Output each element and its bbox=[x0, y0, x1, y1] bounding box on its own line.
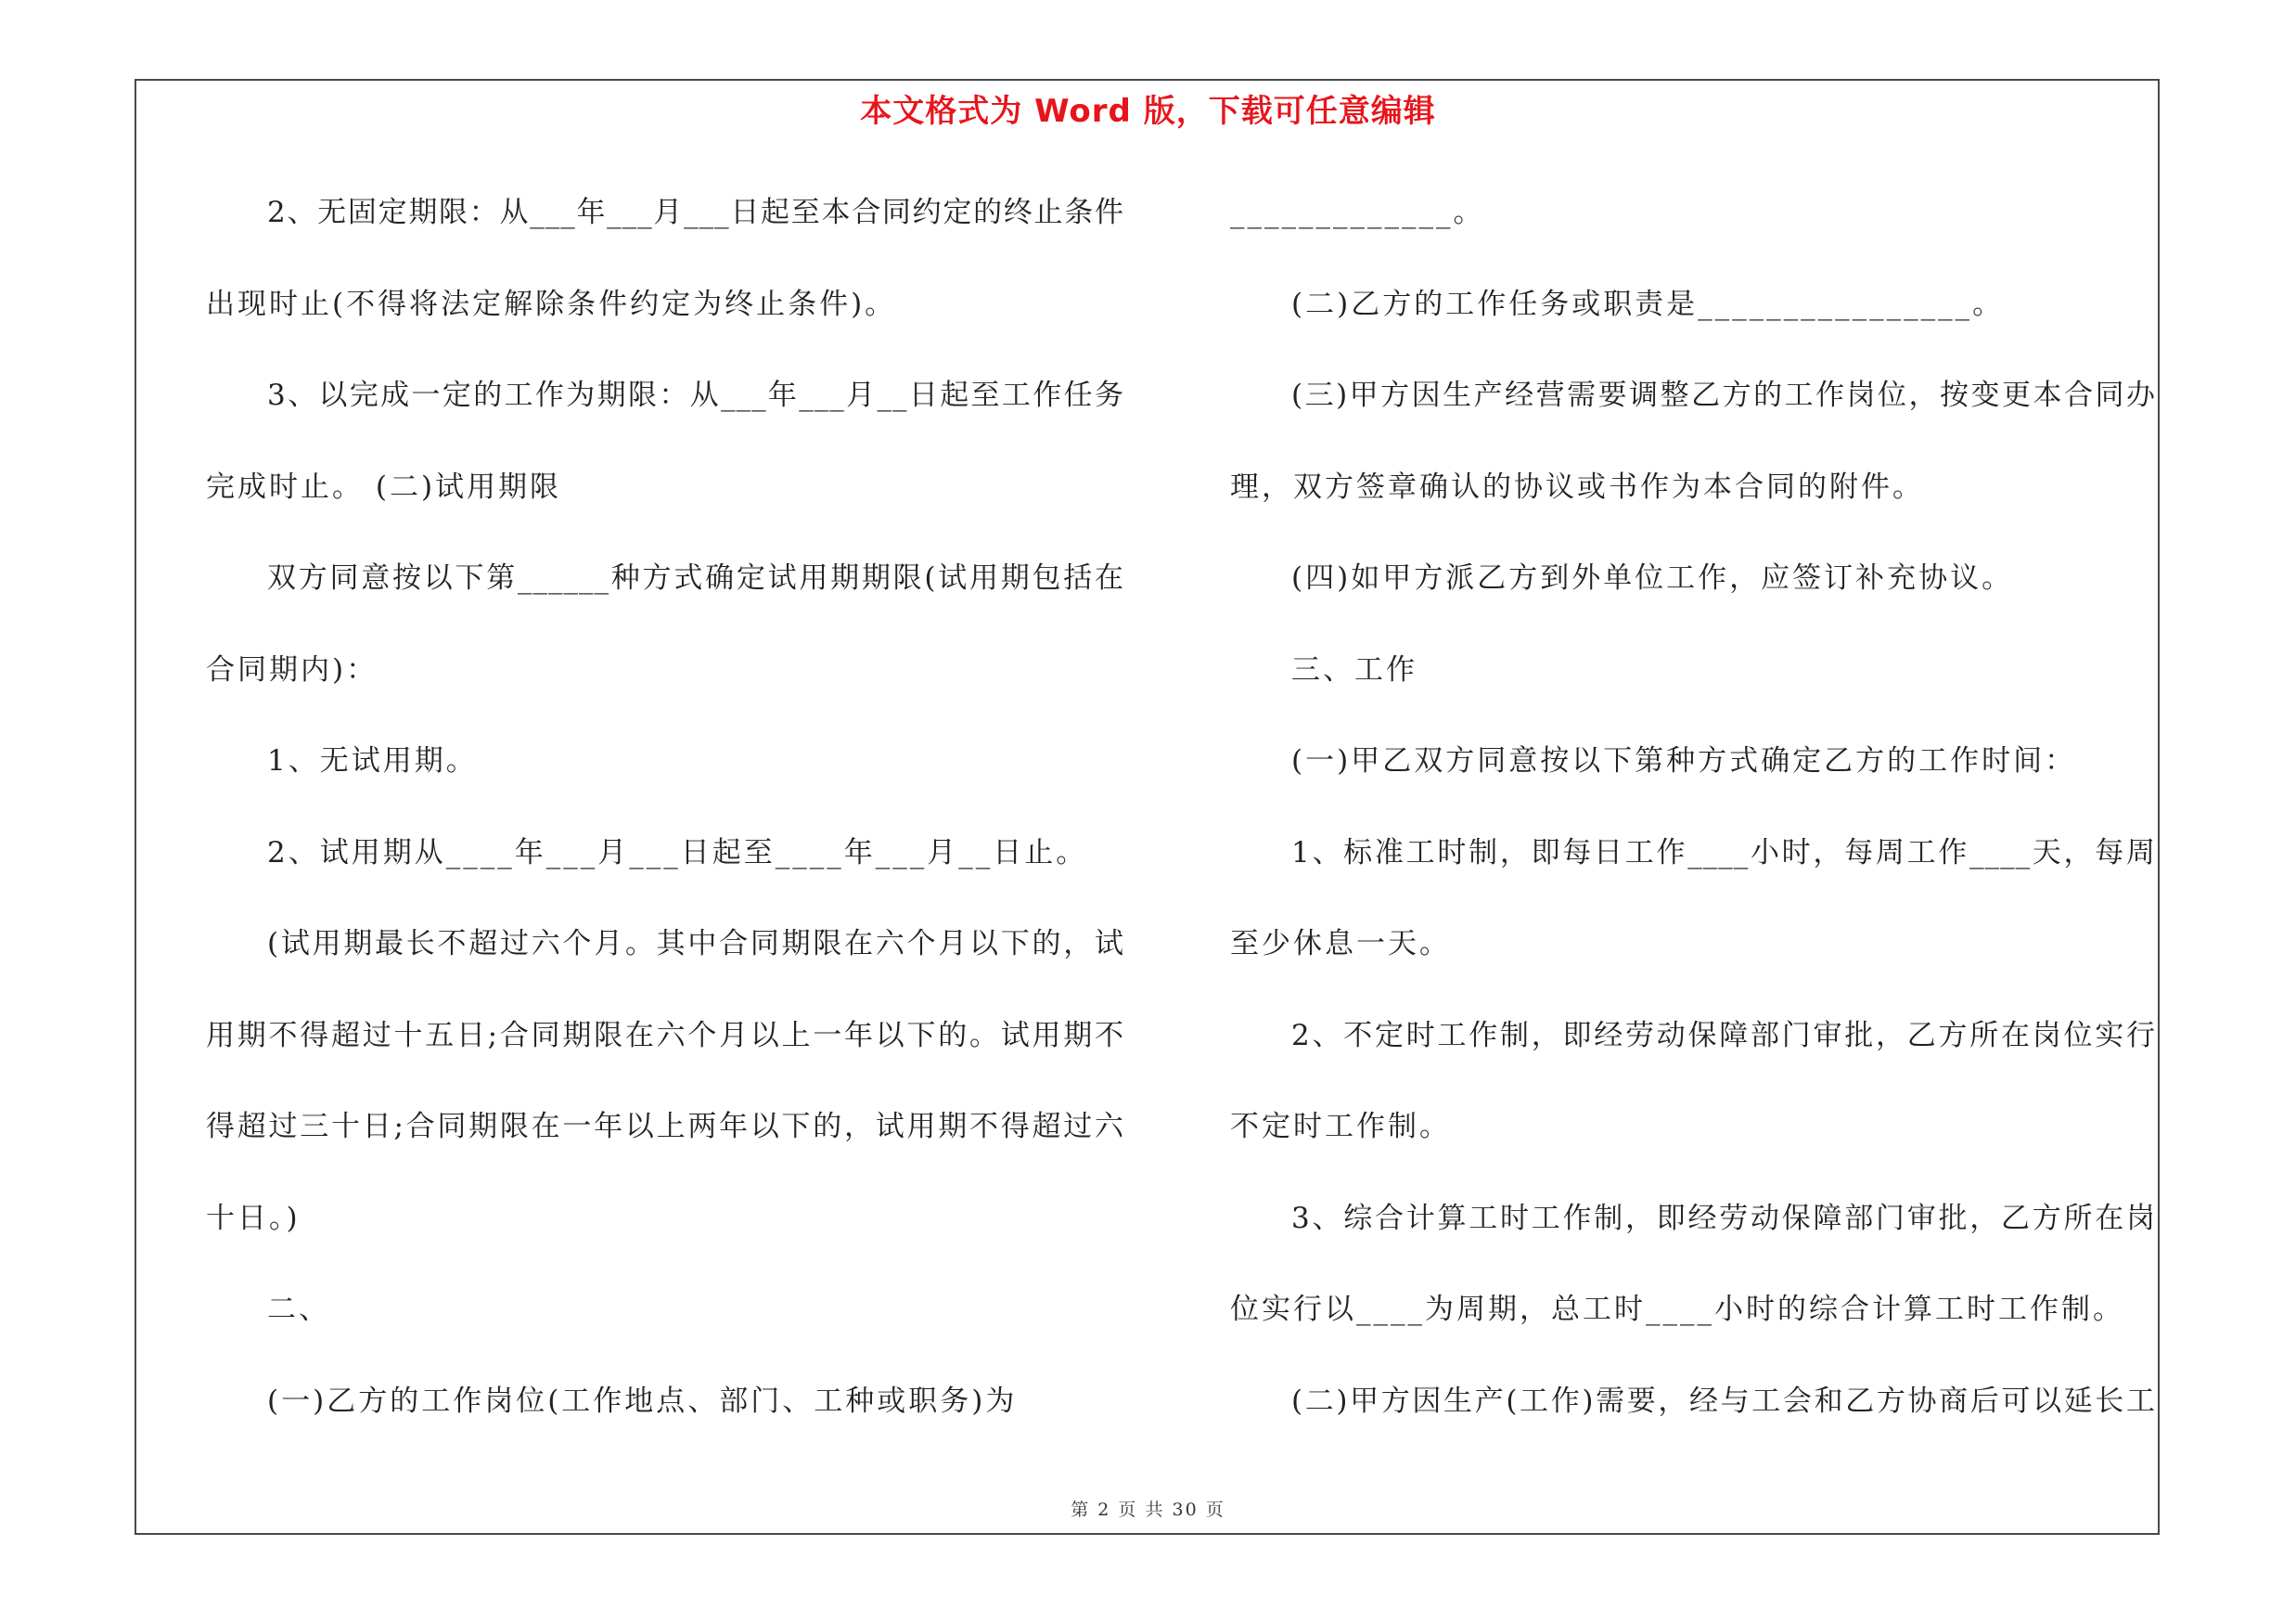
text-line: 不定时工作制。 bbox=[1230, 1110, 1451, 1143]
text-line: (三)甲方因生产经营需要调整乙方的工作岗位，按变更本合同办 bbox=[1291, 379, 2156, 412]
text-line: 2、试用期从____年___月___日起至____年___月__日止。 bbox=[267, 835, 1088, 869]
text-line: 理，双方签章确认的协议或书作为本合同的附件。 bbox=[1230, 470, 1924, 504]
text-line: (一)乙方的工作岗位(工作地点、部门、工种或职务)为 bbox=[267, 1384, 1018, 1418]
editable-banner: 本文格式为 Word 版，下载可任意编辑 bbox=[860, 93, 1436, 130]
text-line: 用期不得超过十五日;合同期限在六个月以上一年以下的。试用期不 bbox=[206, 1018, 1124, 1052]
text-line: 位实行以____为周期，总工时____小时的综合计算工时工作制。 bbox=[1230, 1293, 2124, 1326]
text-line: 1、标准工时制，即每日工作____小时，每周工作____天，每周 bbox=[1291, 835, 2156, 869]
text-line: 双方同意按以下第______种方式确定试用期期限(试用期包括在 bbox=[267, 561, 1124, 595]
text-line: 2、不定时工作制，即经劳动保障部门审批，乙方所在岗位实行 bbox=[1291, 1018, 2156, 1052]
text-line: 3、综合计算工时工作制，即经劳动保障部门审批，乙方所在岗 bbox=[1291, 1201, 2156, 1235]
text-line: (四)如甲方派乙方到外单位工作，应签订补充协议。 bbox=[1291, 561, 2014, 595]
text-line: _____________。 bbox=[1230, 196, 1485, 229]
right-column bbox=[1230, 180, 2156, 1460]
text-line: 1、无试用期。 bbox=[267, 744, 478, 778]
text-line: 三、工作 bbox=[1291, 652, 1417, 687]
text-line: 得超过三十日;合同期限在一年以上两年以下的，试用期不得超过六 bbox=[206, 1110, 1124, 1143]
text-line: 完成时止。 (二)试用期限 bbox=[206, 470, 562, 504]
text-line: 2、无固定期限：从___年___月___日起至本合同约定的终止条件 bbox=[267, 196, 1124, 229]
text-line: (二)乙方的工作任务或职责是________________。 bbox=[1291, 287, 2005, 321]
text-line: 至少休息一天。 bbox=[1230, 927, 1451, 960]
text-line: 出现时止(不得将法定解除条件约定为终止条件)。 bbox=[206, 287, 897, 321]
text-line: (一)甲乙双方同意按以下第种方式确定乙方的工作时间： bbox=[1291, 744, 2077, 778]
page-number: 第 2 页 共 30 页 bbox=[1071, 1500, 1225, 1520]
text-line: 二、 bbox=[267, 1293, 330, 1326]
left-column bbox=[206, 180, 1124, 1460]
text-line: 十日。) bbox=[206, 1201, 301, 1235]
text-line: 3、以完成一定的工作为期限：从___年___月__日起至工作任务 bbox=[267, 379, 1124, 412]
text-line: (试用期最长不超过六个月。其中合同期限在六个月以下的，试 bbox=[267, 927, 1124, 960]
text-line: (二)甲方因生产(工作)需要，经与工会和乙方协商后可以延长工 bbox=[1291, 1384, 2156, 1418]
text-line: 合同期内)： bbox=[206, 652, 378, 687]
